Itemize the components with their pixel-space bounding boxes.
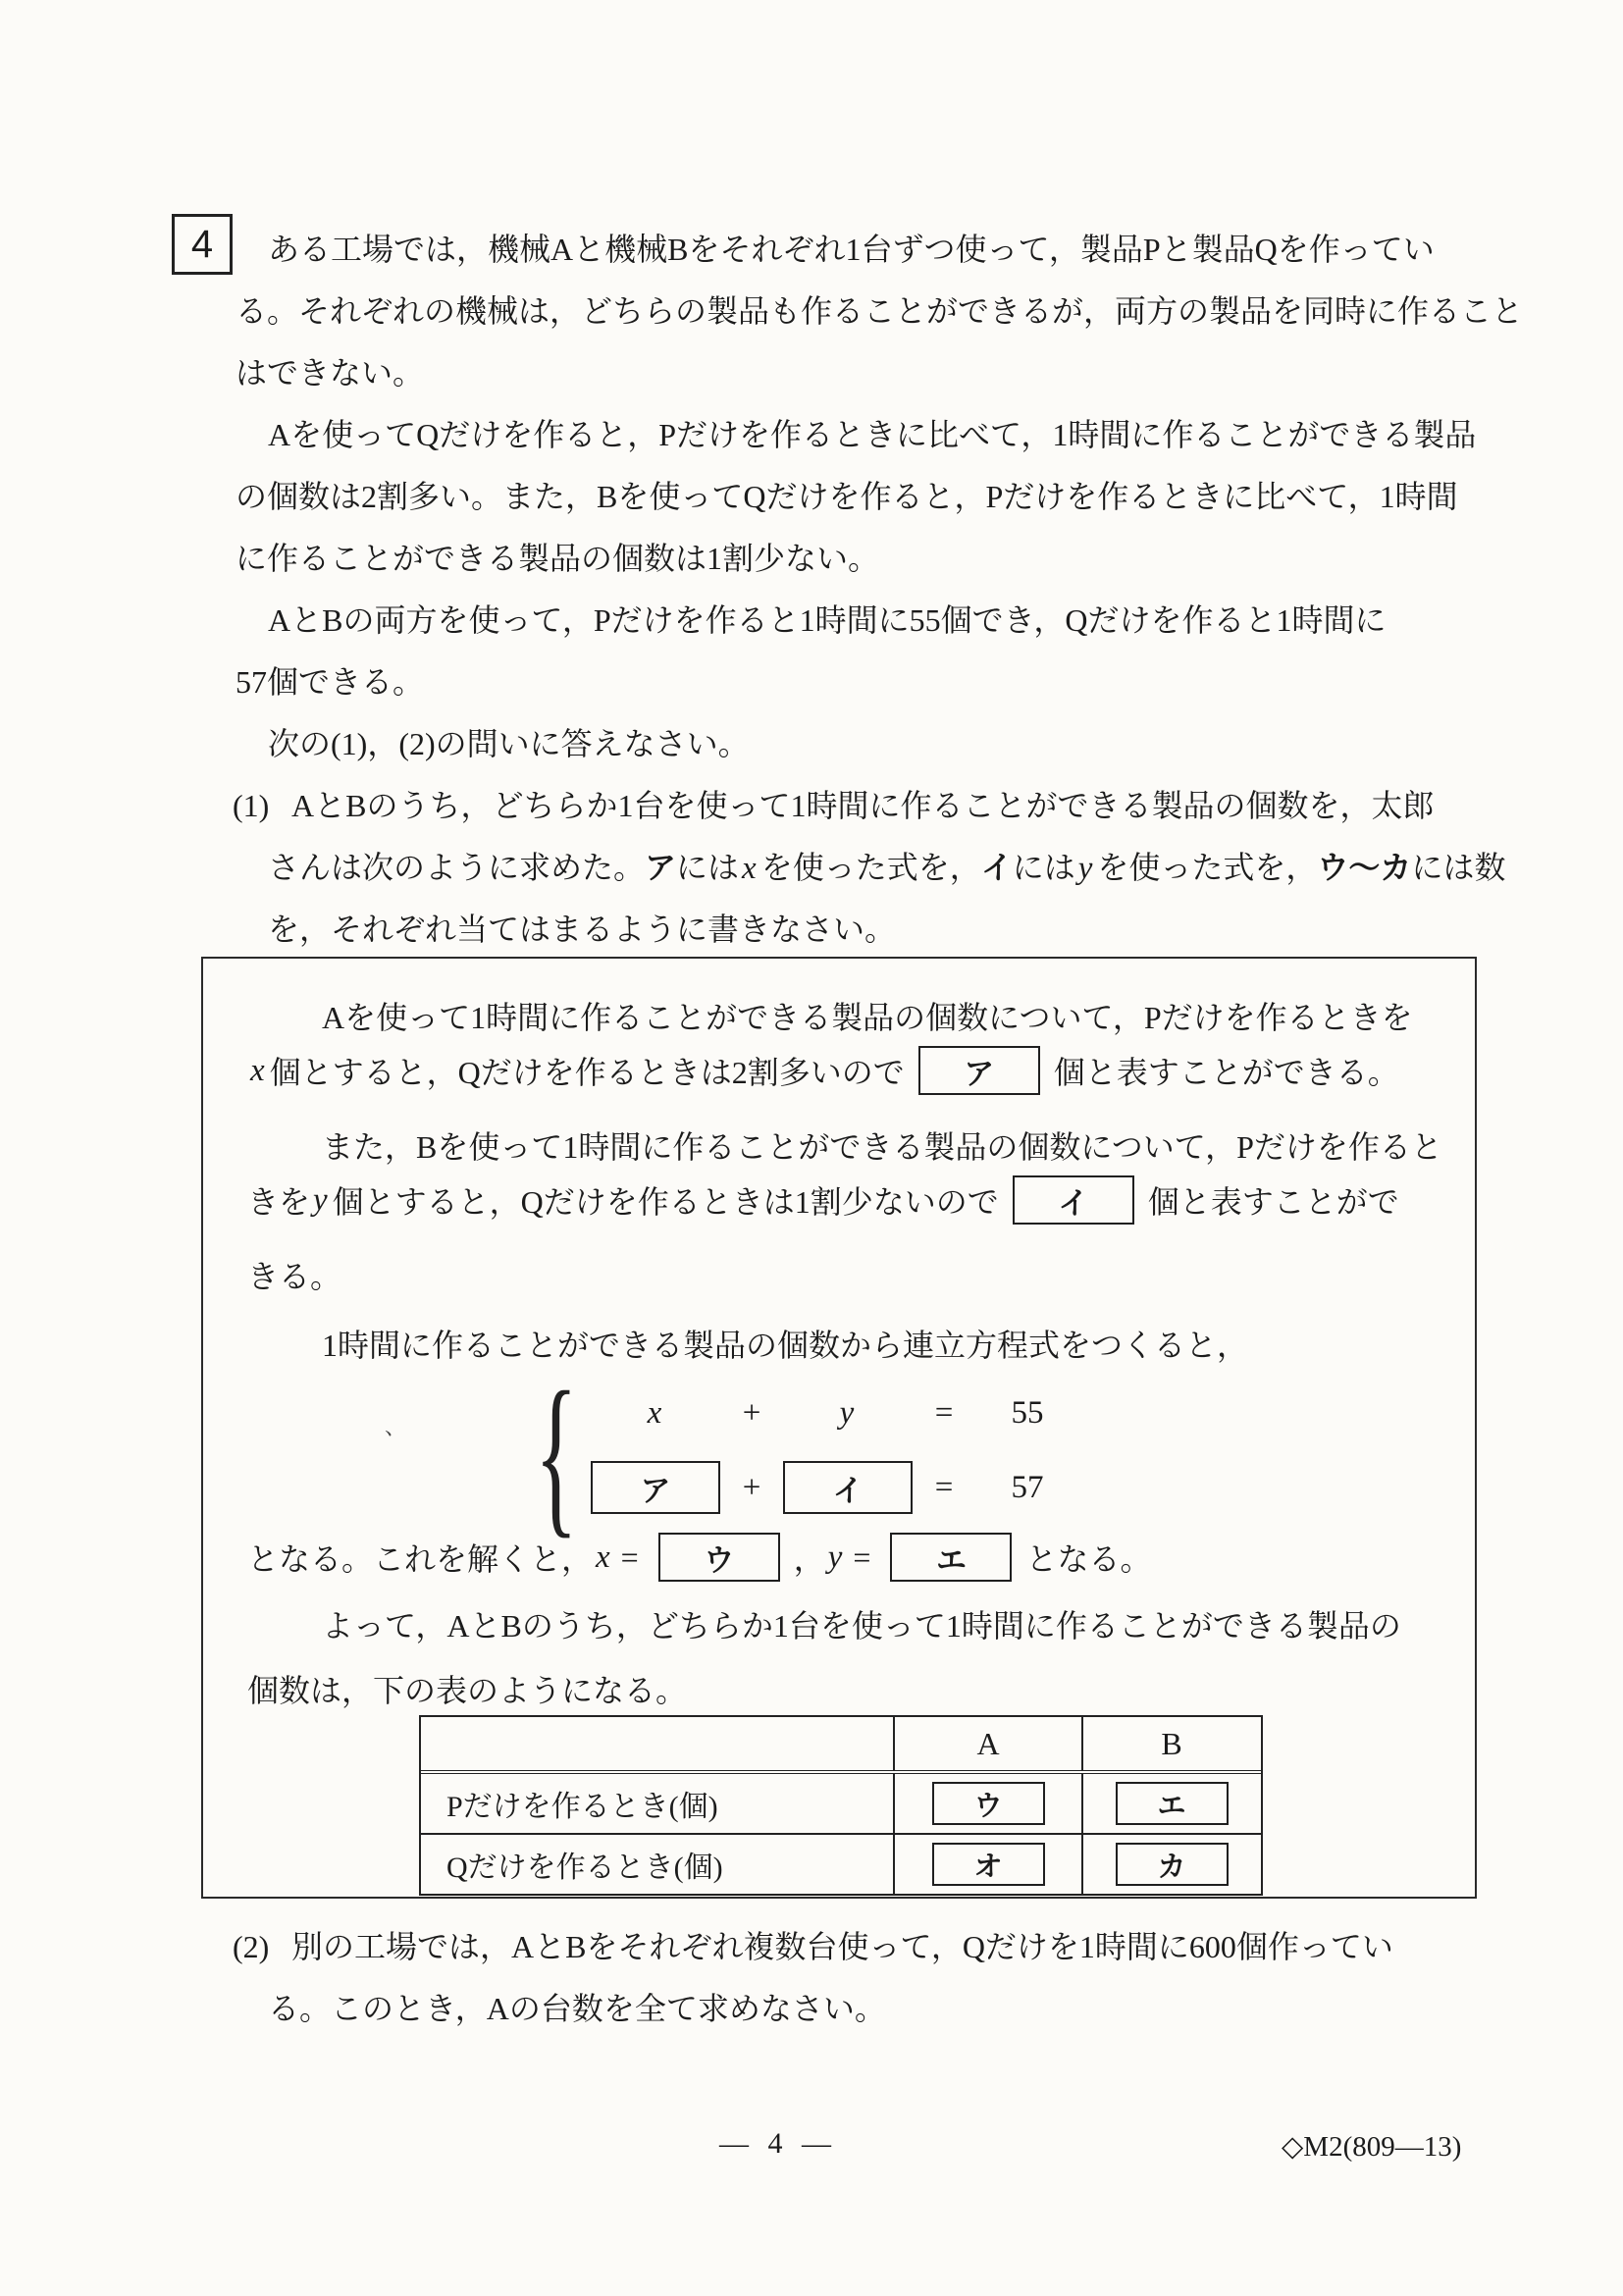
var-x: x <box>250 1052 265 1088</box>
table-cell <box>893 1835 1081 1894</box>
question-1-line <box>268 849 1505 887</box>
value-57: 57 <box>1011 1469 1044 1505</box>
intro-line: に作ることができる製品の個数は1割少ない。 <box>236 541 880 576</box>
answer-blank-i: イ <box>783 1461 913 1514</box>
intro-line: AとBの両方を使って，Pだけを作ると1時間に55個でき，Qだけを作ると1時間に <box>268 602 1387 638</box>
intro-line: の個数は2割多い。また，Bを使ってQだけを作ると，Pだけを作るときに比べて，1時間 <box>236 479 1458 514</box>
box-text: 個と表すことがで <box>1147 1184 1399 1220</box>
box-line <box>247 1172 1399 1228</box>
result-table <box>419 1715 1263 1896</box>
problem-number-box: 4 <box>172 214 233 275</box>
page-number: — 4 — <box>719 2127 837 2160</box>
question-2-marker: (2) <box>233 1929 270 1964</box>
answer-blank-e: エ <box>1116 1782 1229 1825</box>
var-y: y <box>827 1539 843 1575</box>
value-55: 55 <box>1011 1394 1044 1431</box>
var-x: x <box>742 851 757 886</box>
equation-row-1 <box>589 1382 1081 1444</box>
q1-text: には数 <box>1411 850 1506 885</box>
intro-line: Aを使ってQだけを作ると，Pだけを作るときに比べて，1時間に作ることができる製品 <box>268 417 1477 452</box>
box-text: となる。 <box>1025 1541 1152 1577</box>
document-code: ◇M2(809—13) <box>1282 2131 1462 2163</box>
q1-text: を使った式を， <box>760 850 981 885</box>
equals-sign: = <box>853 1539 871 1575</box>
box-line: Aを使って1時間に作ることができる製品の個数について，Pだけを作るときを <box>322 1000 1413 1035</box>
box-text: きを <box>247 1184 311 1220</box>
table-header-b: B <box>1081 1717 1260 1770</box>
question-1-line: を，それぞれ当てはまるように書きなさい。 <box>268 912 897 947</box>
table-cell <box>893 1774 1081 1833</box>
table-row <box>421 1774 1261 1833</box>
intro-line: 57個できる。 <box>236 664 425 700</box>
stray-mark: 、 <box>385 1415 407 1439</box>
table-header-row <box>421 1717 1261 1774</box>
box-text: 個とすると，Qだけを作るときは1割少ないので <box>332 1184 999 1220</box>
answer-blank-u: ウ <box>658 1533 780 1582</box>
var-y: y <box>839 1394 855 1431</box>
q1-text: には <box>676 850 740 885</box>
solve-line <box>247 1529 1151 1586</box>
comma: ， <box>793 1541 825 1577</box>
box-line: きる。 <box>247 1259 342 1294</box>
system-brace: { <box>535 1356 578 1553</box>
var-y: y <box>313 1181 328 1218</box>
intro-line: ある工場では，機械Aと機械Bをそれぞれ1台ずつ使って，製品Pと製品Qを作ってい <box>268 232 1435 267</box>
answer-blank-u: ウ <box>932 1782 1045 1825</box>
q1-text: を使った式を， <box>1097 850 1318 885</box>
equals-sign: = <box>934 1394 954 1431</box>
intro-instruction: 次の(1)，(2)の問いに答えなさい。 <box>268 726 750 761</box>
blank-label-i: イ <box>980 850 1013 885</box>
table-cell <box>1081 1774 1260 1833</box>
box-line <box>247 1042 1399 1099</box>
box-line: 1時間に作ることができる製品の個数から連立方程式をつくると， <box>322 1328 1249 1363</box>
answer-blank-o: オ <box>932 1843 1045 1886</box>
table-corner-cell <box>421 1717 893 1770</box>
box-text: となる。これを解くと， <box>247 1541 594 1577</box>
question-2-line: る。このとき，Aの台数を全て求めなさい。 <box>268 1991 886 2026</box>
answer-blank-i: イ <box>1013 1175 1134 1225</box>
equation-row-2 <box>589 1456 1081 1519</box>
answer-blank-e: エ <box>890 1533 1012 1582</box>
equals-sign: = <box>934 1469 954 1505</box>
answer-blank-a: ア <box>591 1461 720 1514</box>
box-line: よって，AとBのうち，どちらか1台を使って1時間に作ることができる製品の <box>322 1608 1401 1644</box>
table-row <box>421 1833 1261 1894</box>
q1-text: さんは次のように求めた。 <box>268 850 646 885</box>
blank-label-a: ア <box>645 850 677 885</box>
answer-blank-ka: カ <box>1116 1843 1229 1886</box>
intro-line: る。それぞれの機械は，どちらの製品も作ることができるが，両方の製品を同時に作ること <box>236 293 1524 329</box>
row-label: Pだけを作るとき(個) <box>446 1791 718 1823</box>
row-label: Qだけを作るとき(個) <box>446 1852 723 1884</box>
question-2-line: 別の工場では，AとBをそれぞれ複数台使って，Qだけを1時間に600個作ってい <box>291 1929 1393 1964</box>
blank-label-u-ka: ウ～カ <box>1317 850 1412 885</box>
var-x: x <box>596 1539 610 1575</box>
plus-sign: + <box>742 1469 761 1505</box>
equals-sign: = <box>620 1539 639 1575</box>
table-header-a: A <box>893 1717 1081 1770</box>
box-line: 個数は，下の表のようになる。 <box>247 1673 688 1708</box>
box-text: 個と表すことができる。 <box>1053 1055 1399 1090</box>
intro-line: はできない。 <box>236 355 425 391</box>
plus-sign: + <box>742 1394 761 1431</box>
box-text: 個とすると，Qだけを作るときは2割多いので <box>269 1055 905 1090</box>
var-x: x <box>647 1394 662 1431</box>
box-line: また，Bを使って1時間に作ることができる製品の個数について，Pだけを作ると <box>322 1129 1442 1165</box>
table-cell <box>1081 1835 1260 1894</box>
answer-blank-a: ア <box>918 1046 1040 1095</box>
q1-text: には <box>1012 850 1075 885</box>
var-y: y <box>1077 851 1093 886</box>
question-1-marker: (1) <box>233 788 270 823</box>
question-1-line: AとBのうち，どちらか1台を使って1時間に作ることができる製品の個数を，太郎 <box>291 788 1435 823</box>
